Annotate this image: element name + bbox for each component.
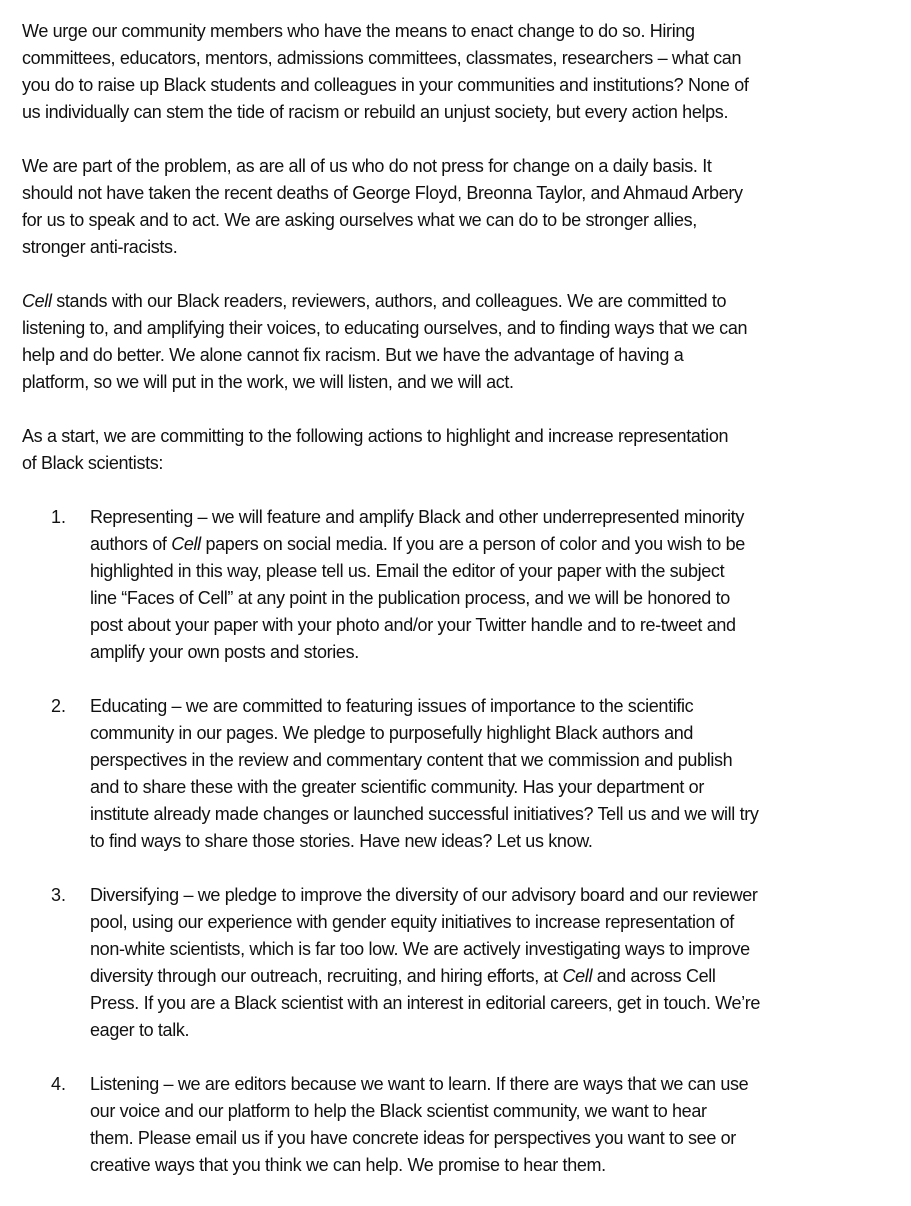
text-line — [90, 504, 901, 531]
text-segment: Diversifying – we pledge to improve the diversity of our advisory board and our reviewer — [90, 885, 758, 905]
text-line — [90, 639, 901, 666]
italic-journal-name: Cell — [22, 291, 52, 311]
text-line — [90, 936, 901, 963]
text-segment: diversity through our outreach, recruiting, and hiring efforts, at — [90, 966, 563, 986]
list-number: 4. — [51, 1074, 67, 1094]
text-segment: line “Faces of Cell” at any point in the publication process, and we will be honored to — [90, 588, 730, 608]
text-line — [22, 369, 901, 396]
text-line — [22, 450, 901, 477]
text-line — [22, 342, 901, 369]
text-line — [90, 1098, 901, 1125]
text-line — [22, 18, 901, 45]
action-list — [22, 504, 901, 1179]
text-segment: listening to, and amplifying their voices, to educating ourselves, and to finding ways that we can — [22, 318, 748, 338]
list-item — [22, 1071, 901, 1179]
text-line — [90, 909, 901, 936]
text-segment: platform, so we will put in the work, we will listen, and we will act. — [22, 372, 514, 392]
text-line — [90, 693, 901, 720]
text-segment: stands with our Black readers, reviewers, authors, and colleagues. We are committed to — [51, 291, 727, 311]
text-line — [90, 747, 901, 774]
text-line — [90, 990, 901, 1017]
list-item — [22, 882, 901, 1044]
text-line — [90, 1017, 901, 1044]
text-segment: creative ways that you think we can help. We promise to hear them. — [90, 1155, 606, 1175]
paragraph — [22, 153, 901, 261]
text-segment: papers on social media. If you are a person of color and you wish to be — [200, 534, 745, 554]
text-segment: perspectives in the review and commentary content that we commission and publish — [90, 750, 733, 770]
text-line — [22, 207, 901, 234]
text-line — [90, 558, 901, 585]
text-line — [90, 774, 901, 801]
text-line — [90, 531, 901, 558]
text-segment: We urge our community members who have the means to enact change to do so. Hiring — [22, 21, 695, 41]
text-line — [90, 882, 901, 909]
text-segment: of Black scientists: — [22, 453, 164, 473]
text-segment: for us to speak and to act. We are asking ourselves what we can do to be stronger allies, — [22, 210, 697, 230]
text-segment: to find ways to share those stories. Have new ideas? Let us know. — [90, 831, 593, 851]
text-line — [22, 72, 901, 99]
text-segment: you do to raise up Black students and colleagues in your communities and institutions? None of — [22, 75, 749, 95]
text-segment: eager to talk. — [90, 1020, 190, 1040]
text-segment: pool, using our experience with gender equity initiatives to increase representation of — [90, 912, 734, 932]
text-line — [22, 288, 901, 315]
text-line — [22, 315, 901, 342]
text-line — [22, 180, 901, 207]
text-line — [90, 1071, 901, 1098]
text-segment: amplify your own posts and stories. — [90, 642, 359, 662]
text-line — [90, 612, 901, 639]
text-segment: Educating – we are committed to featuring issues of importance to the scientific — [90, 696, 694, 716]
text-segment: should not have taken the recent deaths of George Floyd, Breonna Taylor, and Ahmaud Arbery — [22, 183, 743, 203]
text-segment: We are part of the problem, as are all of us who do not press for change on a daily basis. It — [22, 156, 712, 176]
text-line — [22, 423, 901, 450]
text-segment: and across Cell — [592, 966, 716, 986]
text-segment: post about your paper with your photo and/or your Twitter handle and to re-tweet and — [90, 615, 736, 635]
paragraph — [22, 423, 901, 477]
text-segment: community in our pages. We pledge to purposefully highlight Black authors and — [90, 723, 694, 743]
text-segment: Listening – we are editors because we want to learn. If there are ways that we can use — [90, 1074, 749, 1094]
text-line — [90, 720, 901, 747]
text-line — [22, 99, 901, 126]
text-line — [90, 828, 901, 855]
paragraph — [22, 288, 901, 396]
list-item — [22, 504, 901, 666]
document-body — [22, 18, 901, 1206]
list-number: 3. — [51, 885, 67, 905]
text-line — [90, 1125, 901, 1152]
italic-journal-name: Cell — [171, 534, 201, 554]
text-segment: highlighted in this way, please tell us. Email the editor of your paper with the subject — [90, 561, 725, 581]
paragraph — [22, 18, 901, 126]
text-line — [90, 585, 901, 612]
text-segment: As a start, we are committing to the following actions to highlight and increase representation — [22, 426, 729, 446]
text-line — [90, 801, 901, 828]
paragraphs — [22, 18, 901, 477]
italic-journal-name: Cell — [562, 966, 593, 986]
text-segment: help and do better. We alone cannot fix racism. But we have the advantage of having a — [22, 345, 684, 365]
text-line — [22, 153, 901, 180]
text-segment: and to share these with the greater scientific community. Has your department or — [90, 777, 704, 797]
text-segment: Representing – we will feature and amplify Black and other underrepresented minority — [90, 507, 744, 527]
text-segment: committees, educators, mentors, admissions committees, classmates, researchers – what can — [22, 48, 742, 68]
text-line — [22, 45, 901, 72]
text-segment: stronger anti-racists. — [22, 237, 178, 257]
text-line — [90, 1152, 901, 1179]
list-number: 2. — [51, 696, 67, 716]
text-segment: institute already made changes or launched successful initiatives? Tell us and we will try — [90, 804, 759, 824]
text-line — [22, 234, 901, 261]
text-segment: them. Please email us if you have concrete ideas for perspectives you want to see or — [90, 1128, 736, 1148]
text-segment: authors of — [90, 534, 172, 554]
text-segment: non-white scientists, which is far too low. We are actively investigating ways to improve — [90, 939, 750, 959]
list-item — [22, 693, 901, 855]
list-number: 1. — [51, 507, 67, 527]
text-line — [90, 963, 901, 990]
text-segment: Press. If you are a Black scientist with an interest in editorial careers, get in touch. We’re — [90, 993, 761, 1013]
text-segment: our voice and our platform to help the Black scientist community, we want to hear — [90, 1101, 707, 1121]
text-segment: us individually can stem the tide of racism or rebuild an unjust society, but every action helps. — [22, 102, 729, 122]
